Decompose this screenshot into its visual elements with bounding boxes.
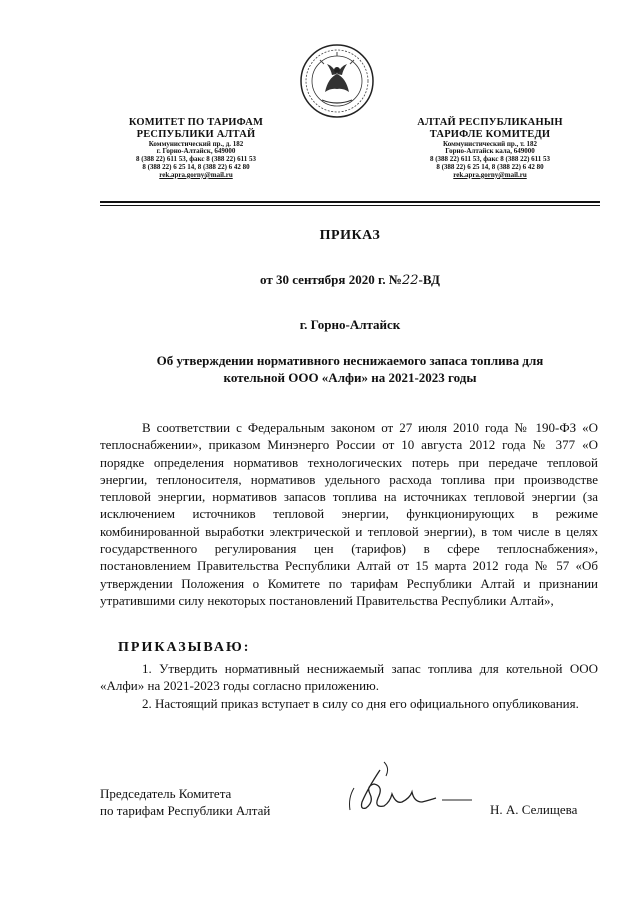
order-number: 22 <box>401 273 419 288</box>
header-right-phone2: 8 (388 22) 6 25 14, 8 (388 22) 6 42 80 <box>436 162 544 171</box>
document-city: г. Горно-Алтайск <box>299 317 401 332</box>
order-item-2: 2. Настоящий приказ вступает в силу со дня его официального опубликования. <box>142 695 579 711</box>
signatory-name: Н. А. Селищева <box>490 802 578 817</box>
signatory-position <box>100 785 270 819</box>
order-items <box>100 660 598 712</box>
header-right-address: Коммунистический пр., т. 182 <box>443 139 537 148</box>
header-right-title1: АЛТАЙ РЕСПУБЛИКАНЫН <box>417 117 563 128</box>
header-left-phone1: 8 (388 22) 611 53, факс 8 (388 22) 611 53 <box>135 155 257 164</box>
header-divider-thick <box>100 201 600 203</box>
header-left-title2: РЕСПУБЛИКИ АЛТАЙ <box>136 128 256 140</box>
document-subject <box>100 352 600 386</box>
position-line-2: по тарифам Республики Алтай <box>100 803 271 818</box>
date-suffix: -ВД <box>418 272 440 287</box>
header-right-email[interactable]: rek.apra.gorny@mail.ru <box>453 170 527 179</box>
header-left-city: г. Горно-Алтайск, 649000 <box>156 147 236 156</box>
header-right <box>390 117 590 180</box>
order-word: ПРИКАЗЫВАЮ: <box>118 640 251 655</box>
subject-line-2: котельной ООО «Алфи» на 2021-2023 годы <box>223 370 477 385</box>
handwritten-signature-icon <box>340 758 480 828</box>
date-prefix: от 30 сентября 2020 г. № <box>260 272 402 287</box>
header-right-city: Горно-Алтайск кала, 649000 <box>445 147 535 156</box>
header-left <box>96 117 296 180</box>
order-item-1: 1. Утвердить нормативный неснижаемый запас топлива для котельной ООО «Алфи» на 2021-2023 годы согласно приложению. <box>100 661 598 694</box>
position-line-1: Председатель Комитета <box>100 786 232 801</box>
document-title: ПРИКАЗ <box>319 228 381 243</box>
document-date <box>100 272 600 288</box>
republic-emblem-icon <box>298 42 376 120</box>
header-right-title2: ТАРИФЛЕ КОМИТЕДИ <box>429 128 551 140</box>
header-left-title1: КОМИТЕТ ПО ТАРИФАМ <box>128 117 264 128</box>
header-left-phone2: 8 (388 22) 6 25 14, 8 (388 22) 6 42 80 <box>142 162 250 171</box>
preamble-paragraph: В соответствии с Федеральным законом от 27 июля 2010 года № 190-ФЗ «О теплоснабжении», приказом Минэнерго России от 10 августа 2012 года № 377 «О порядке определения нормативов технологических потерь при передаче тепловой энергии, теплоносителя, нормативов удельного расхода топлива при производстве тепловой энергии, нормативов запасов топлива на источниках тепловой энергии (за исключением источников тепловой энергии, функционирующих в режиме комбинированной выработки электрической и тепловой энергии), в том числе в целях государственного регулирования цен (тарифов) в сфере теплоснабжения», постановлением Правительства Республики Алтай от 15 марта 2012 года № 57 «Об утверждении Положения о Комитете по тарифам Республики Алтай и признании утратившими силу некоторых постановлений Правительства Республики Алтай», <box>100 420 598 608</box>
document-body <box>100 419 598 609</box>
header-left-address: Коммунистический пр., д. 182 <box>148 139 244 148</box>
header-left-email[interactable]: rek.apra.gorny@mail.ru <box>159 170 233 179</box>
subject-line-1: Об утверждении нормативного неснижаемого запаса топлива для <box>156 353 544 368</box>
header-right-phone1: 8 (388 22) 611 53, факс 8 (388 22) 611 53 <box>429 155 551 164</box>
header-divider-thin <box>100 205 600 206</box>
